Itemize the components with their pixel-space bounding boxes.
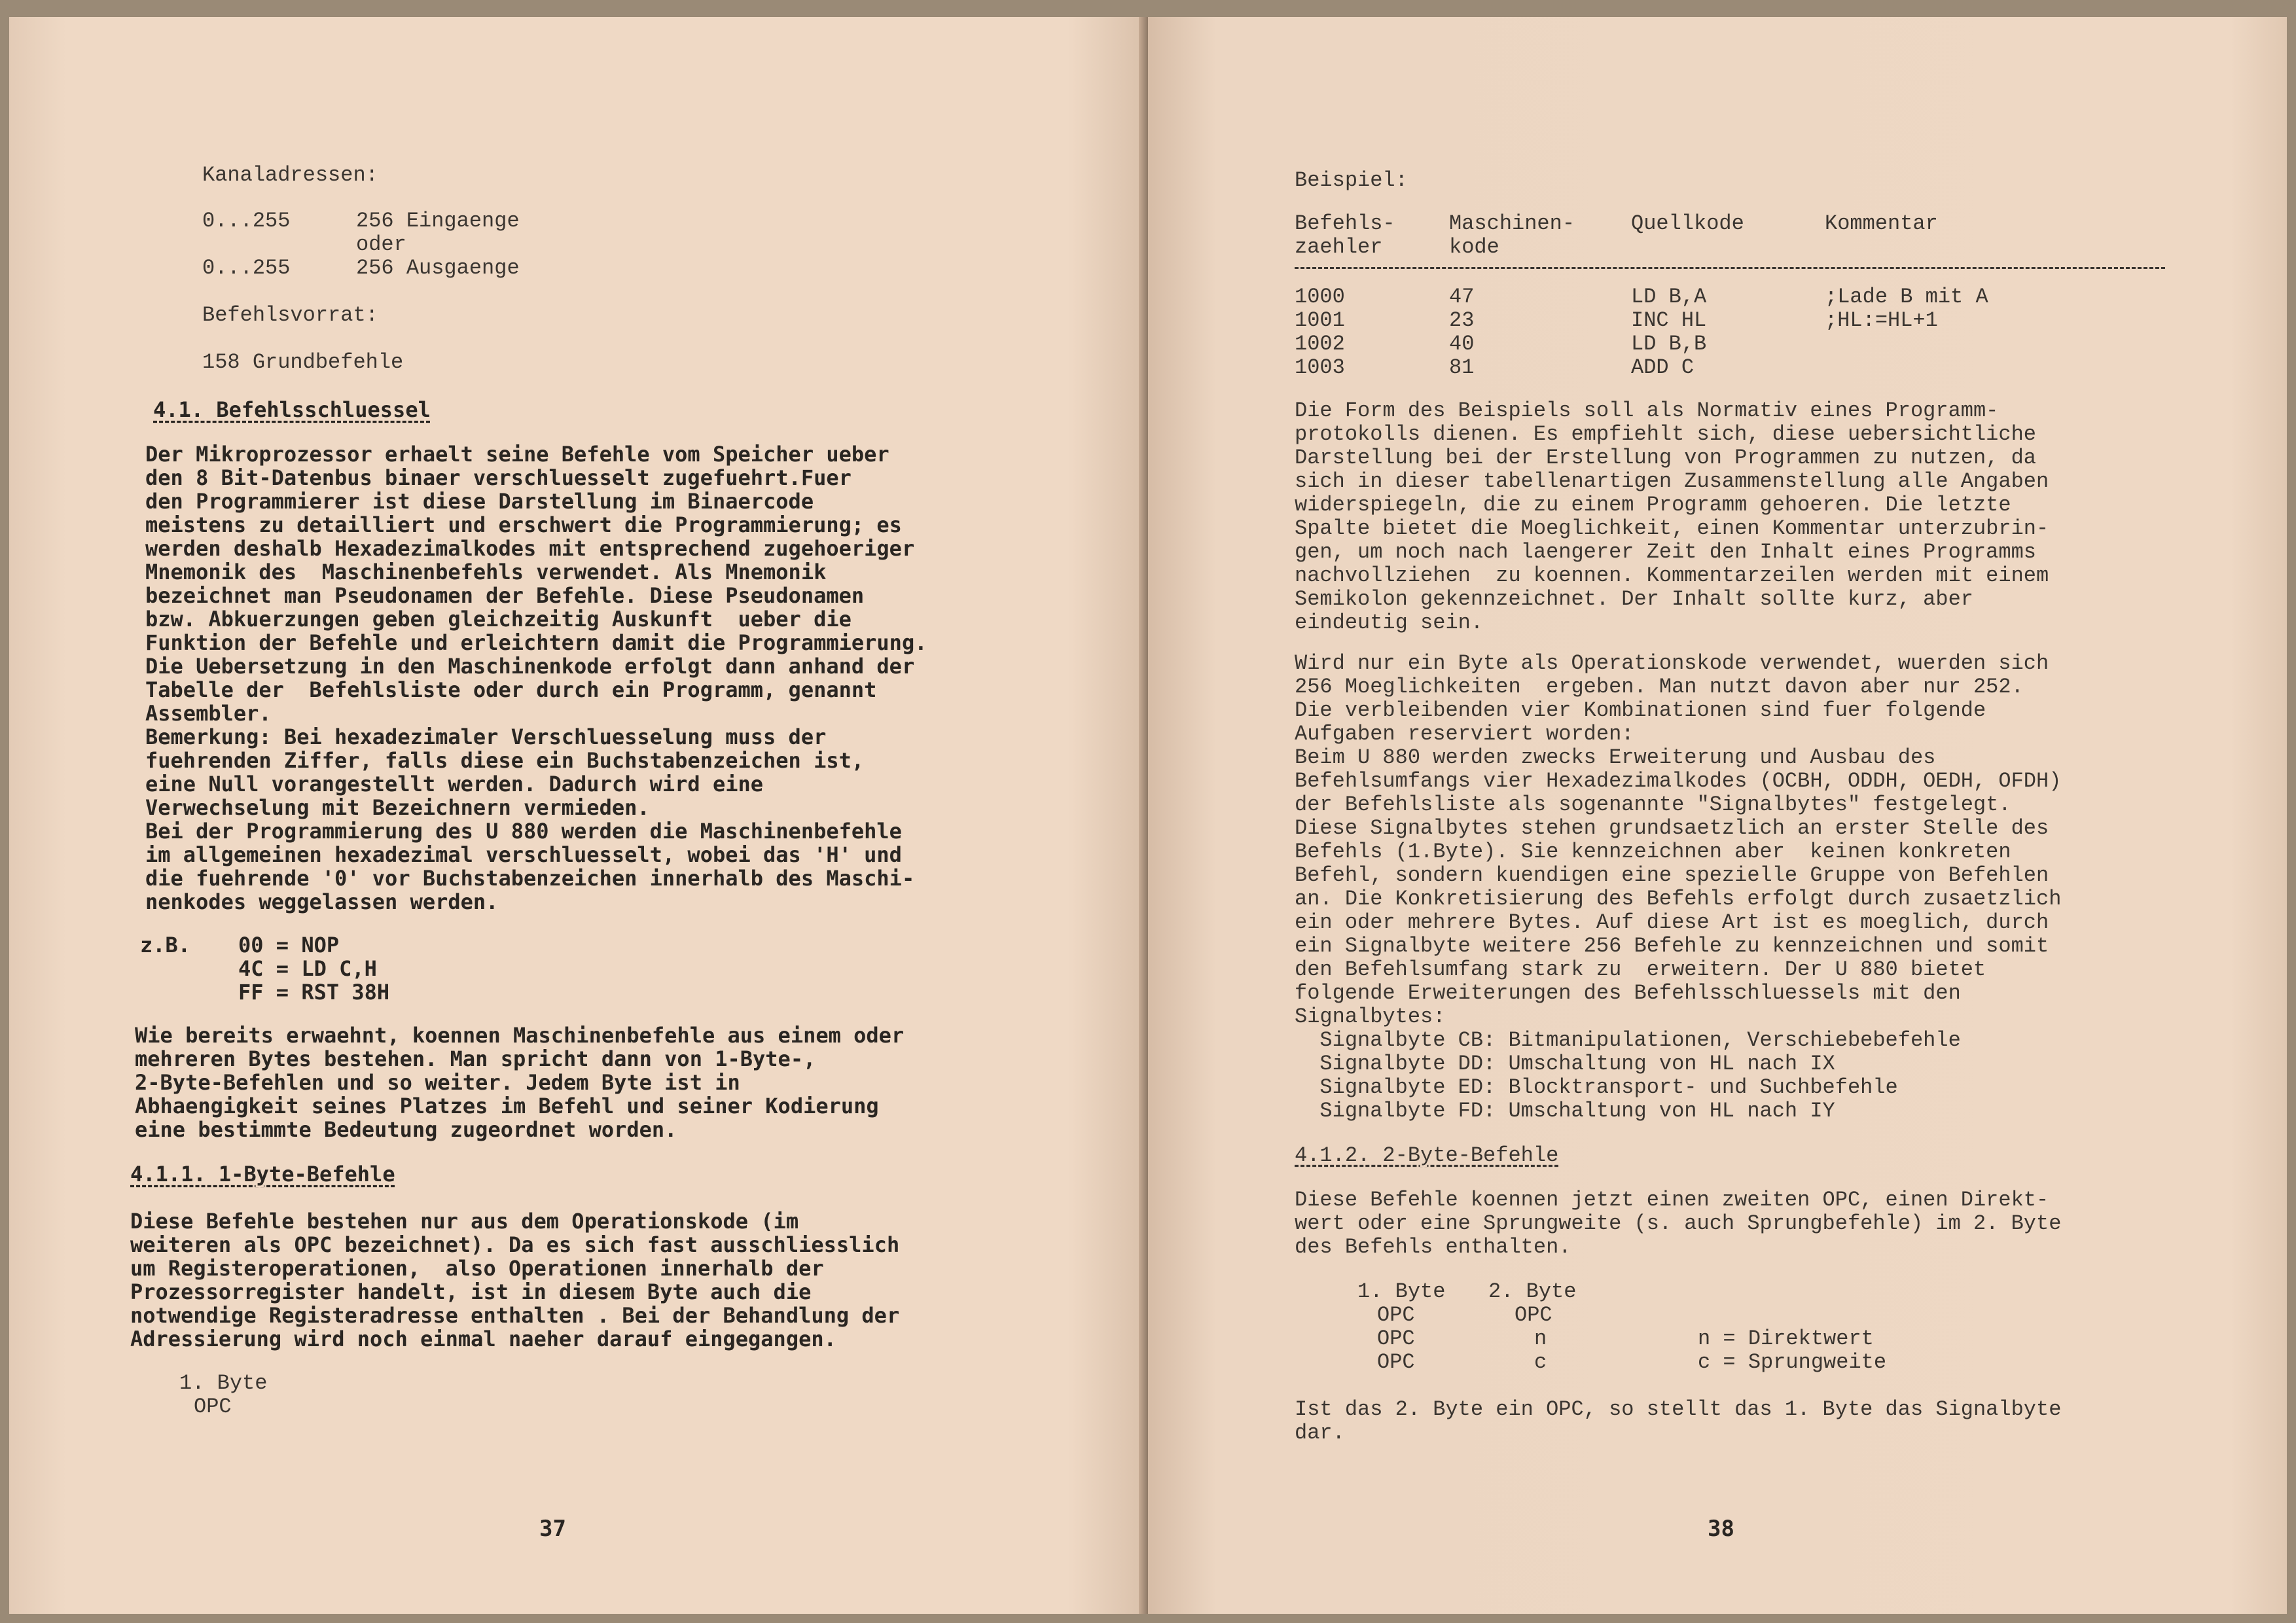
right-para1-line: widerspiegeln, die zu einem Programm gehoeren. Die letzte: [1295, 493, 2011, 517]
left-para3-line: notwendige Registeradresse enthalten . Bei der Behandlung der: [130, 1303, 900, 1328]
right-para2-line: den Befehlsumfang stark zu erweitern. Der U 880 bietet: [1295, 957, 1986, 982]
right-para1-line: Spalte bietet die Moeglichkeit, einen Kommentar unterzubrin-: [1295, 516, 2049, 541]
kanal-text-2: oder: [356, 232, 406, 257]
right-para3-line: wert oder eine Sprungweite (s. auch Sprungbefehle) im 2. Byte: [1295, 1211, 2062, 1236]
section-body-line: die fuehrende '0' vor Buchstabenzeichen innerhalb des Maschi-: [145, 866, 915, 891]
byte-table-cell: OPC: [1515, 1303, 1552, 1327]
left-page: [9, 17, 1148, 1614]
th-quellkode: Quellkode: [1631, 211, 1744, 236]
right-para1-line: Die Form des Beispiels soll als Normativ eines Programm-: [1295, 399, 1999, 423]
left-byte-table: [179, 1372, 267, 1419]
byte-table-cell: n: [1534, 1327, 1547, 1351]
section-body-line: bzw. Abkuerzungen geben gleichzeitig Auskunft ueber die: [145, 607, 852, 632]
right-para1: [1295, 399, 2049, 635]
table-cell: 40: [1449, 332, 1475, 356]
beispiel-label: Beispiel:: [1295, 168, 1408, 192]
section-body-line: eine Null vorangestellt werden. Dadurch wird eine: [145, 772, 764, 796]
byte-table-cell: OPC: [1377, 1327, 1415, 1351]
section-body-line: bezeichnet man Pseudonamen der Befehle. Diese Pseudonamen: [145, 583, 865, 608]
left-para2: [135, 1024, 904, 1141]
section-body-line: Die Uebersetzung in den Maschinenkode erfolgt dann anhand der: [145, 654, 915, 679]
kanal-range-3: 0...255: [202, 256, 291, 280]
left-para3-line: weiteren als OPC bezeichnet). Da es sich fast ausschliesslich: [130, 1232, 900, 1257]
subheading-2byte: 4.1.2. 2-Byte-Befehle: [1295, 1143, 1559, 1168]
right-para1-line: Semikolon gekennzeichnet. Der Inhalt sollte kurz, aber: [1295, 587, 1973, 611]
right-para1-line: Darstellung bei der Erstellung von Programmen zu nutzen, da: [1295, 446, 2036, 470]
table-cell: ADD C: [1631, 355, 1695, 380]
section-body-line: Tabelle der Befehlsliste oder durch ein Programm, genannt: [145, 677, 877, 702]
th-zaehler: zaehler: [1295, 235, 1383, 259]
right-para1-line: sich in dieser tabellenartigen Zusammenstellung alle Angaben: [1295, 469, 2049, 493]
page-number-right: 38: [1708, 1516, 1734, 1542]
section-body-line: meistens zu detailliert und erschwert die Programmierung; es: [145, 512, 902, 537]
left-para3-line: um Registeroperationen, also Operationen innerhalb der: [130, 1256, 824, 1281]
section-body-line: den Programmierer ist diese Darstellung im Binaercode: [145, 489, 814, 514]
byte-table-cell: c = Sprungweite: [1698, 1350, 1887, 1374]
kanal-range-1: 0...255: [202, 209, 291, 233]
table-cell: LD B,B: [1631, 332, 1707, 356]
right-para2-line: Befehlsumfangs vier Hexadezimalkodes (OCBH, ODDH, OEDH, OFDH): [1295, 769, 2062, 793]
right-para2-line: Wird nur ein Byte als Operationskode verwendet, wuerden sich: [1295, 651, 2049, 675]
right-para2-line: Befehls (1.Byte). Sie kennzeichnen aber keinen konkreten: [1295, 840, 2011, 864]
right-para1-line: protokolls dienen. Es empfiehlt sich, diese uebersichtliche: [1295, 422, 2036, 446]
section-body-line: werden deshalb Hexadezimalkodes mit entsprechend zugehoeriger: [145, 536, 915, 561]
example-label: z.B.: [140, 933, 191, 957]
table-cell: 1000: [1295, 285, 1345, 309]
right-para2-line: Signalbyte FD: Umschaltung von HL nach IY: [1295, 1099, 1835, 1123]
byte-table-cell: OPC: [1377, 1303, 1415, 1327]
right-para2-line: 256 Moeglichkeiten ergeben. Man nutzt davon aber nur 252.: [1295, 675, 2024, 699]
left-para2-line: Wie bereits erwaehnt, koennen Maschinenbefehle aus einem oder: [135, 1023, 905, 1048]
th-maschinen: Maschinen-: [1449, 211, 1575, 236]
byte-table-cell: n = Direktwert: [1698, 1327, 1874, 1351]
section-body-line: Assembler.: [145, 701, 272, 726]
table-cell: 23: [1449, 308, 1475, 332]
left-para2-line: mehreren Bytes bestehen. Man spricht dann von 1-Byte-,: [135, 1046, 816, 1071]
right-para2-line: Signalbytes:: [1295, 1005, 1446, 1029]
right-page: [1148, 17, 2287, 1614]
right-para2-line: ein Signalbyte weitere 256 Befehle zu kennzeichnen und somit: [1295, 934, 2049, 958]
right-para1-line: nachvollziehen zu koennen. Kommentarzeilen werden mit einem: [1295, 563, 2049, 588]
right-para4: [1295, 1398, 2061, 1445]
right-para2-line: Diese Signalbytes stehen grundsaetzlich an erster Stelle des: [1295, 816, 2049, 840]
example-3: FF = RST 38H: [238, 980, 390, 1005]
byte-opc: OPC: [194, 1395, 232, 1419]
byte-table-cell: 2. Byte: [1488, 1279, 1577, 1304]
table-cell: LD B,A: [1631, 285, 1707, 309]
right-para1-line: eindeutig sein.: [1295, 611, 1484, 635]
right-para2-line: Beim U 880 werden zwecks Erweiterung und Ausbau des: [1295, 745, 1936, 770]
right-para2-line: Signalbyte CB: Bitmanipulationen, Verschiebebefehle: [1295, 1028, 1961, 1052]
right-para2-line: Aufgaben reserviert worden:: [1295, 722, 1634, 746]
th-befehls: Befehls-: [1295, 211, 1395, 236]
table-cell: 1002: [1295, 332, 1345, 356]
left-para2-line: eine bestimmte Bedeutung zugeordnet worden.: [135, 1117, 677, 1142]
table-cell: 1003: [1295, 355, 1345, 380]
section-body: [145, 442, 927, 914]
byte-table-cell: 1. Byte: [1357, 1279, 1446, 1304]
section-body-line: fuehrenden Ziffer, falls diese ein Buchstabenzeichen ist,: [145, 748, 865, 773]
example-block: [140, 933, 598, 1012]
table-cell: 81: [1449, 355, 1475, 380]
section-heading: 4.1. Befehlsschluessel: [153, 397, 431, 422]
th-kode: kode: [1449, 235, 1499, 259]
befehlsvorrat-title: Befehlsvorrat:: [202, 303, 378, 327]
subheading-1byte: 4.1.1. 1-Byte-Befehle: [130, 1162, 395, 1186]
section-body-line: Funktion der Befehle und erleichtern damit die Programmierung.: [145, 630, 927, 655]
table-divider: [1295, 267, 2165, 269]
table-cell: ;HL:=HL+1: [1825, 308, 1938, 332]
example-2: 4C = LD C,H: [238, 956, 377, 981]
right-para1-line: gen, um noch nach laengerer Zeit den Inhalt eines Programms: [1295, 540, 2036, 564]
right-para2: [1295, 652, 2061, 1123]
byte-table-cell: OPC: [1377, 1350, 1415, 1374]
right-byte-table: [1357, 1280, 2077, 1378]
right-para2-line: ein oder mehrere Bytes. Auf diese Art ist es moeglich, durch: [1295, 910, 2049, 935]
right-para2-line: Signalbyte ED: Blocktransport- und Suchbefehle: [1295, 1075, 1898, 1099]
kanal-title: Kanaladressen:: [202, 163, 378, 187]
right-para2-line: Befehl, sondern kuendigen eine spezielle Gruppe von Befehlen: [1295, 863, 2049, 887]
section-body-line: Mnemonik des Maschinenbefehls verwendet. Als Mnemonik: [145, 560, 827, 584]
byte-label: 1. Byte: [179, 1371, 268, 1395]
table-cell: INC HL: [1631, 308, 1707, 332]
kanal-text-3: 256 Ausgaenge: [356, 256, 520, 280]
section-body-line: Der Mikroprozessor erhaelt seine Befehle vom Speicher ueber: [145, 442, 889, 467]
table-cell: 1001: [1295, 308, 1345, 332]
right-para3: [1295, 1188, 2061, 1259]
right-para2-line: an. Die Konkretisierung des Befehls erfolgt durch zusaetzlich: [1295, 887, 2062, 911]
kanal-rows: [202, 209, 660, 288]
grundbefehle: 158 Grundbefehle: [202, 350, 404, 374]
right-para4-line: Ist das 2. Byte ein OPC, so stellt das 1. Byte das Signalbyte: [1295, 1397, 2062, 1421]
left-para2-line: Abhaengigkeit seines Platzes im Befehl und seiner Kodierung: [135, 1094, 879, 1118]
byte-table-cell: c: [1534, 1350, 1547, 1374]
right-para3-line: Diese Befehle koennen jetzt einen zweiten OPC, einen Direkt-: [1295, 1188, 2049, 1212]
right-para3-line: des Befehls enthalten.: [1295, 1235, 1571, 1259]
table-cell: ;Lade B mit A: [1825, 285, 1988, 309]
kanal-text-1: 256 Eingaenge: [356, 209, 520, 233]
right-para4-line: dar.: [1295, 1421, 1345, 1445]
example-1: 00 = NOP: [238, 933, 340, 957]
section-body-line: Bei der Programmierung des U 880 werden die Maschinenbefehle: [145, 819, 902, 844]
section-body-line: im allgemeinen hexadezimal verschluesselt, wobei das 'H' und: [145, 842, 902, 867]
right-para2-line: der Befehlsliste als sogenannte "Signalbytes" festgelegt.: [1295, 793, 2011, 817]
right-para2-line: folgende Erweiterungen des Befehlsschluessels mit den: [1295, 981, 1961, 1005]
section-body-line: Bemerkung: Bei hexadezimaler Verschluesselung muss der: [145, 724, 827, 749]
section-body-line: Verwechselung mit Bezeichnern vermieden.: [145, 795, 650, 820]
program-table: [1295, 212, 2165, 382]
left-para3-line: Prozessorregister handelt, ist in diesem Byte auch die: [130, 1279, 812, 1304]
left-para3-line: Adressierung wird noch einmal naeher darauf eingegangen.: [130, 1327, 836, 1351]
th-kommentar: Kommentar: [1825, 211, 1938, 236]
right-para2-line: Signalbyte DD: Umschaltung von HL nach IX: [1295, 1052, 1835, 1076]
page-number-left: 37: [539, 1516, 566, 1542]
left-para3-line: Diese Befehle bestehen nur aus dem Operationskode (im: [130, 1209, 799, 1234]
section-body-line: den 8 Bit-Datenbus binaer verschluesselt zugefuehrt.Fuer: [145, 465, 852, 490]
left-para2-line: 2-Byte-Befehlen und so weiter. Jedem Byte ist in: [135, 1070, 740, 1095]
section-body-line: nenkodes weggelassen werden.: [145, 889, 499, 914]
left-para3: [130, 1209, 899, 1351]
table-cell: 47: [1449, 285, 1475, 309]
right-para2-line: Die verbleibenden vier Kombinationen sind fuer folgende: [1295, 698, 1986, 722]
